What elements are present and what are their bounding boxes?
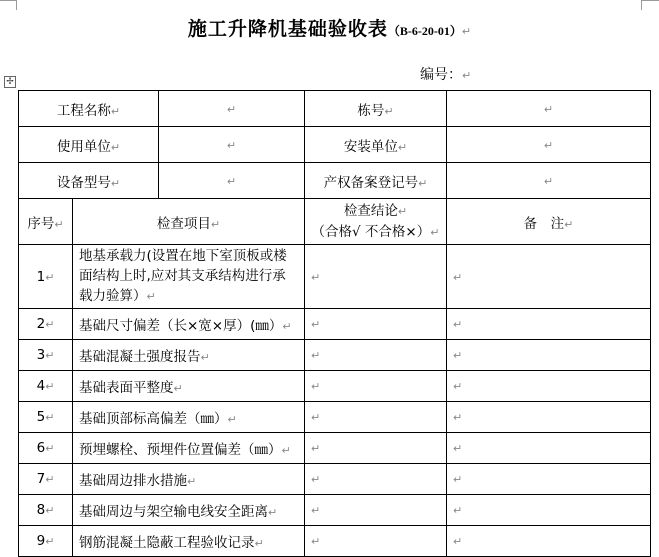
remark-cell[interactable]: ↵: [447, 526, 651, 557]
info-label-cell: 产权备案登记号↵: [305, 163, 447, 199]
info-value-cell[interactable]: ↵: [447, 163, 651, 199]
result-cell[interactable]: ↵: [305, 402, 447, 433]
item-text-cell: 基础混凝土强度报告↵: [73, 340, 305, 371]
item-text-cell: 预埋螺栓、预埋件位置偏差（㎜）↵: [73, 433, 305, 464]
remark-cell[interactable]: ↵: [447, 371, 651, 402]
document-number[interactable]: [420, 64, 471, 84]
table-row: [19, 526, 651, 557]
remark-cell[interactable]: ↵: [447, 309, 651, 340]
item-text-cell: 钢筋混凝土隐蔽工程验收记录↵: [73, 526, 305, 557]
crop-mark-left-vertical: [16, 0, 17, 10]
document-header: [0, 14, 659, 41]
info-row: [19, 91, 651, 127]
info-value-cell[interactable]: ↵: [447, 91, 651, 127]
item-text-cell: 基础顶部标高偏差（㎜）↵: [73, 402, 305, 433]
remark-cell[interactable]: ↵: [447, 245, 651, 309]
item-number-cell: 6↵: [19, 433, 73, 464]
document-number-label: 编号：: [420, 67, 462, 83]
paragraph-mark: ↵: [462, 69, 472, 82]
info-label-cell: 安装单位↵: [305, 127, 447, 163]
remark-cell[interactable]: ↵: [447, 464, 651, 495]
item-number-cell: 5↵: [19, 402, 73, 433]
result-cell[interactable]: ↵: [305, 245, 447, 309]
item-text-cell: 基础周边与架空输电线安全距离↵: [73, 495, 305, 526]
remark-cell[interactable]: ↵: [447, 433, 651, 464]
item-number-cell: 3↵: [19, 340, 73, 371]
item-text-cell: 基础周边排水措施↵: [73, 464, 305, 495]
info-row: [19, 163, 651, 199]
item-number-cell: 1↵: [19, 245, 73, 309]
page-title: 施工升降机基础验收表: [187, 18, 388, 40]
info-value-cell[interactable]: ↵: [159, 127, 305, 163]
info-value-cell[interactable]: ↵: [159, 163, 305, 199]
table-row: [19, 433, 651, 464]
column-header-seq: 序号↵: [19, 199, 73, 245]
form-code: （B-6-20-01）: [387, 24, 462, 38]
result-cell[interactable]: ↵: [305, 526, 447, 557]
table-move-handle-icon[interactable]: ✢: [4, 76, 16, 88]
item-text-cell: 地基承载力(设置在地下室顶板或楼面结构上时,应对其支承结构进行承载力验算）↵: [73, 245, 305, 309]
remark-cell[interactable]: ↵: [447, 495, 651, 526]
result-cell[interactable]: ↵: [305, 433, 447, 464]
info-value-cell[interactable]: ↵: [159, 91, 305, 127]
table-row: [19, 495, 651, 526]
paragraph-mark: ↵: [461, 25, 472, 38]
info-value-cell[interactable]: ↵: [447, 127, 651, 163]
info-row: [19, 127, 651, 163]
info-label-cell: 栋号↵: [305, 91, 447, 127]
table-row: [19, 340, 651, 371]
crop-mark-left-horizontal: [0, 0, 16, 1]
item-number-cell: 7↵: [19, 464, 73, 495]
crop-mark-right-vertical: [641, 0, 642, 10]
column-header-result: 检查结论↵ （合格√ 不合格×）↵: [305, 199, 447, 245]
result-cell[interactable]: ↵: [305, 464, 447, 495]
column-header-row: [19, 199, 651, 245]
table-row: [19, 245, 651, 309]
crop-mark-right-horizontal: [641, 0, 659, 1]
result-cell[interactable]: ↵: [305, 371, 447, 402]
column-header-item: 检查项目↵: [73, 199, 305, 245]
result-cell[interactable]: ↵: [305, 309, 447, 340]
info-label-cell: 工程名称↵: [19, 91, 159, 127]
info-label-cell: 设备型号↵: [19, 163, 159, 199]
table-row: [19, 309, 651, 340]
result-cell[interactable]: ↵: [305, 495, 447, 526]
item-text-cell: 基础表面平整度↵: [73, 371, 305, 402]
item-text-cell: 基础尺寸偏差（长×宽×厚）(㎜）↵: [73, 309, 305, 340]
item-number-cell: 9↵: [19, 526, 73, 557]
inspection-form-table: [18, 90, 651, 557]
item-number-cell: 2↵: [19, 309, 73, 340]
item-number-cell: 4↵: [19, 371, 73, 402]
info-label-cell: 使用单位↵: [19, 127, 159, 163]
column-header-remark: 备 注↵: [447, 199, 651, 245]
remark-cell[interactable]: ↵: [447, 340, 651, 371]
table-row: [19, 371, 651, 402]
remark-cell[interactable]: ↵: [447, 402, 651, 433]
table-row: [19, 402, 651, 433]
result-cell[interactable]: ↵: [305, 340, 447, 371]
item-number-cell: 8↵: [19, 495, 73, 526]
table-row: [19, 464, 651, 495]
